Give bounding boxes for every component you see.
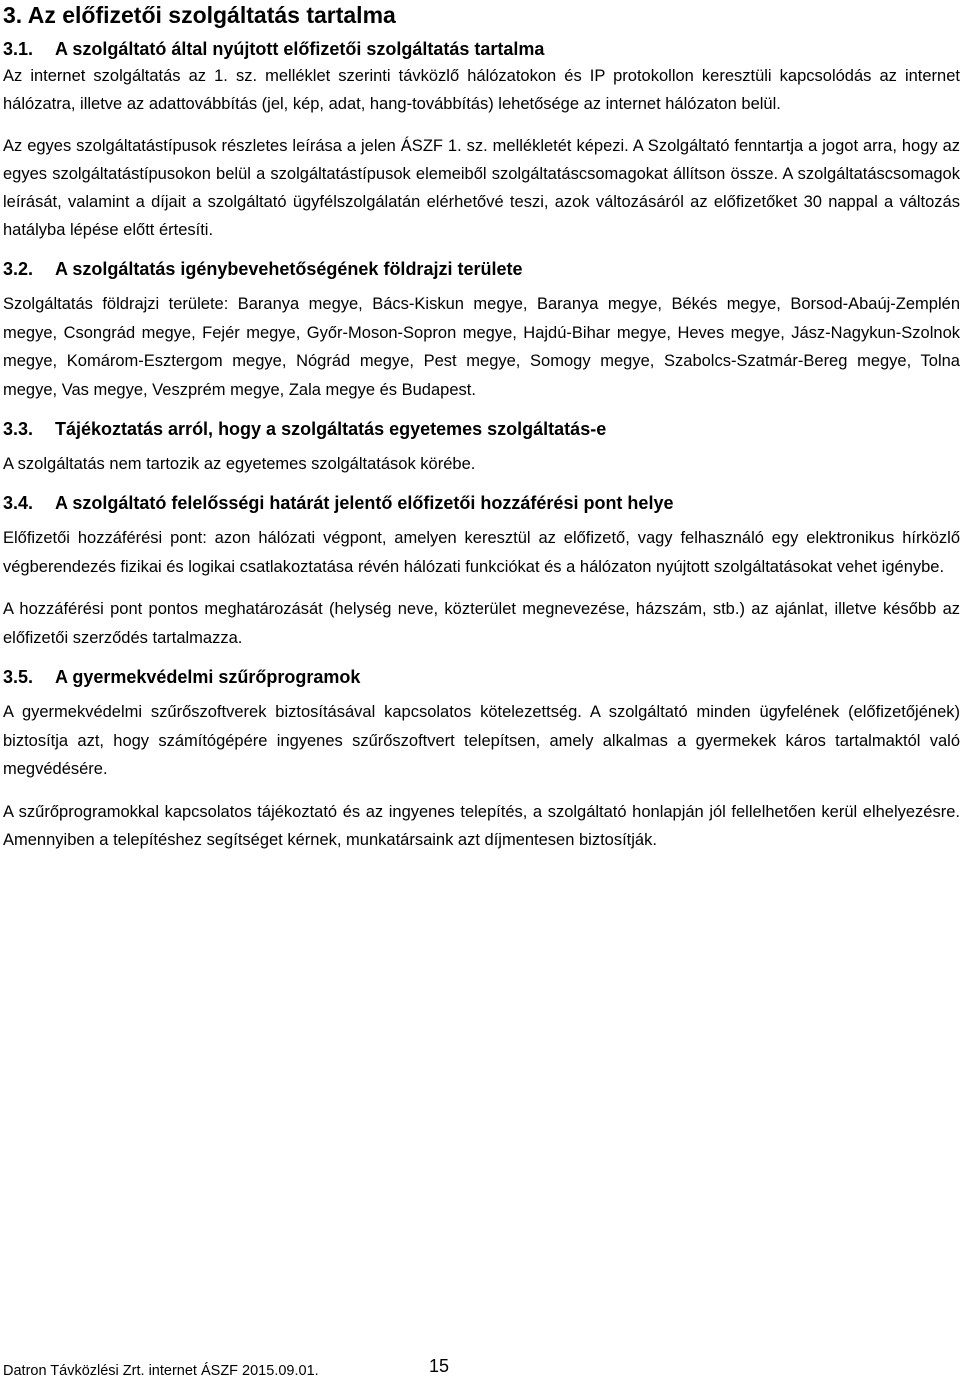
paragraph-access-point-definition: A hozzáférési pont pontos meghatározását (helység neve, közterület megnevezése, házszám, stb.) az ajánlat, illetve később az előfizetői szerződés tartalmazza. xyxy=(3,600,960,647)
paragraph-universal-service: A szolgáltatás nem tartozik az egyetemes szolgáltatások körébe. xyxy=(3,455,476,473)
paragraph-internet-service: Az internet szolgáltatás az 1. sz. melléklet szerinti távközlő hálózatokon és IP protokollon keresztüli kapcsolódás az internet hálózatra, illetve az adattovábbítás (jel, kép, adat, hang-továbbítás) lehetősége az internet hálózaton belül. xyxy=(3,67,960,113)
page-footer xyxy=(3,1356,450,1380)
subsection-number: 3.5. xyxy=(3,667,34,687)
subsection-heading-3-1 xyxy=(3,38,960,60)
footer-text: Datron Távközlési Zrt. internet ÁSZF 2015.09.01. xyxy=(3,1363,319,1379)
subsection-number: 3.4. xyxy=(3,493,34,513)
paragraph-service-types: Az egyes szolgáltatástípusok részletes leírása a jelen ÁSZF 1. sz. mellékletét képezi. A Szolgáltató fenntartja a jogot arra, hogy az egyes szolgáltatástípusokon belül a szolgáltatástípusok elemeiből szolgáltatáscsomagokat állítson össze. A szolgáltatáscsomagok leírását, valamint a díjait a szolgáltató ügyfélszolgálatán elérhetővé teszi, azok változásáról az előfizetőket 30 nappal a változás hatályba lépése előtt értesíti. xyxy=(3,137,960,239)
subsection-title: A gyermekvédelmi szűrőprogramok xyxy=(55,667,361,687)
paragraph-filter-info: A szűrőprogramokkal kapcsolatos tájékoztató és az ingyenes telepítés, a szolgáltató honlapján jól fellelhetően kerül elhelyezésre. Amennyiben a telepítéshez segítséget kérnek, munkatársaink azt díjmentesen biztosítják. xyxy=(3,802,960,849)
subsection-number: 3.3. xyxy=(3,419,34,439)
document-page xyxy=(3,0,960,855)
paragraph-access-point: Előfizetői hozzáférési pont: azon hálózati végpont, amelyen keresztül az előfizető, vagy felhasználó egy elektronikus hírközlő végberendezés fizikai és logikai csatlakoztatása révén hálózati funkciókat és a hálózaton nyújtott szolgáltatásokat vehet igénybe. xyxy=(3,529,960,576)
paragraph-service-area: Szolgáltatás földrajzi területe: Baranya megye, Bács-Kiskun megye, Baranya megye, Békés megye, Borsod-Abaúj-Zemplén megye, Csongrád megye, Fejér megye, Győr-Moson-Sopron megye, Hajdú-Bihar megye, Heves megye, Jász-Nagykun-Szolnok megye, Komárom-Esztergom megye, Nógrád megye, Pest megye, Somogy megye, Szabolcs-Szatmár-Bereg megye, Tolna megye, Vas megye, Veszprém megye, Zala megye és Budapest. xyxy=(3,295,960,399)
subsection-title: A szolgáltatás igénybevehetőségének földrajzi területe xyxy=(55,259,523,279)
section-heading-3: 3. Az előfizetői szolgáltatás tartalma xyxy=(3,2,396,28)
subsection-title: Tájékoztatás arról, hogy a szolgáltatás egyetemes szolgáltatás-e xyxy=(55,419,607,439)
subsection-number: 3.1. xyxy=(3,39,34,59)
page-number: 15 xyxy=(429,1356,450,1376)
subsection-heading-3-3 xyxy=(3,418,960,440)
subsection-heading-3-5 xyxy=(3,666,960,688)
subsection-heading-3-4 xyxy=(3,492,960,514)
subsection-heading-3-2 xyxy=(3,258,960,280)
paragraph-filter-software: A gyermekvédelmi szűrőszoftverek biztosításával kapcsolatos kötelezettség. A szolgáltató minden ügyfelének (előfizetőjének) biztosítja azt, hogy számítógépére ingyenes szűrőszoftvert telepítsen, amely alkalmas a gyermekek káros tartalmaktól való megvédésére. xyxy=(3,703,960,778)
subsection-title: A szolgáltató által nyújtott előfizetői szolgáltatás tartalma xyxy=(55,39,545,59)
subsection-title: A szolgáltató felelősségi határát jelentő előfizetői hozzáférési pont helye xyxy=(55,493,674,513)
subsection-number: 3.2. xyxy=(3,259,34,279)
